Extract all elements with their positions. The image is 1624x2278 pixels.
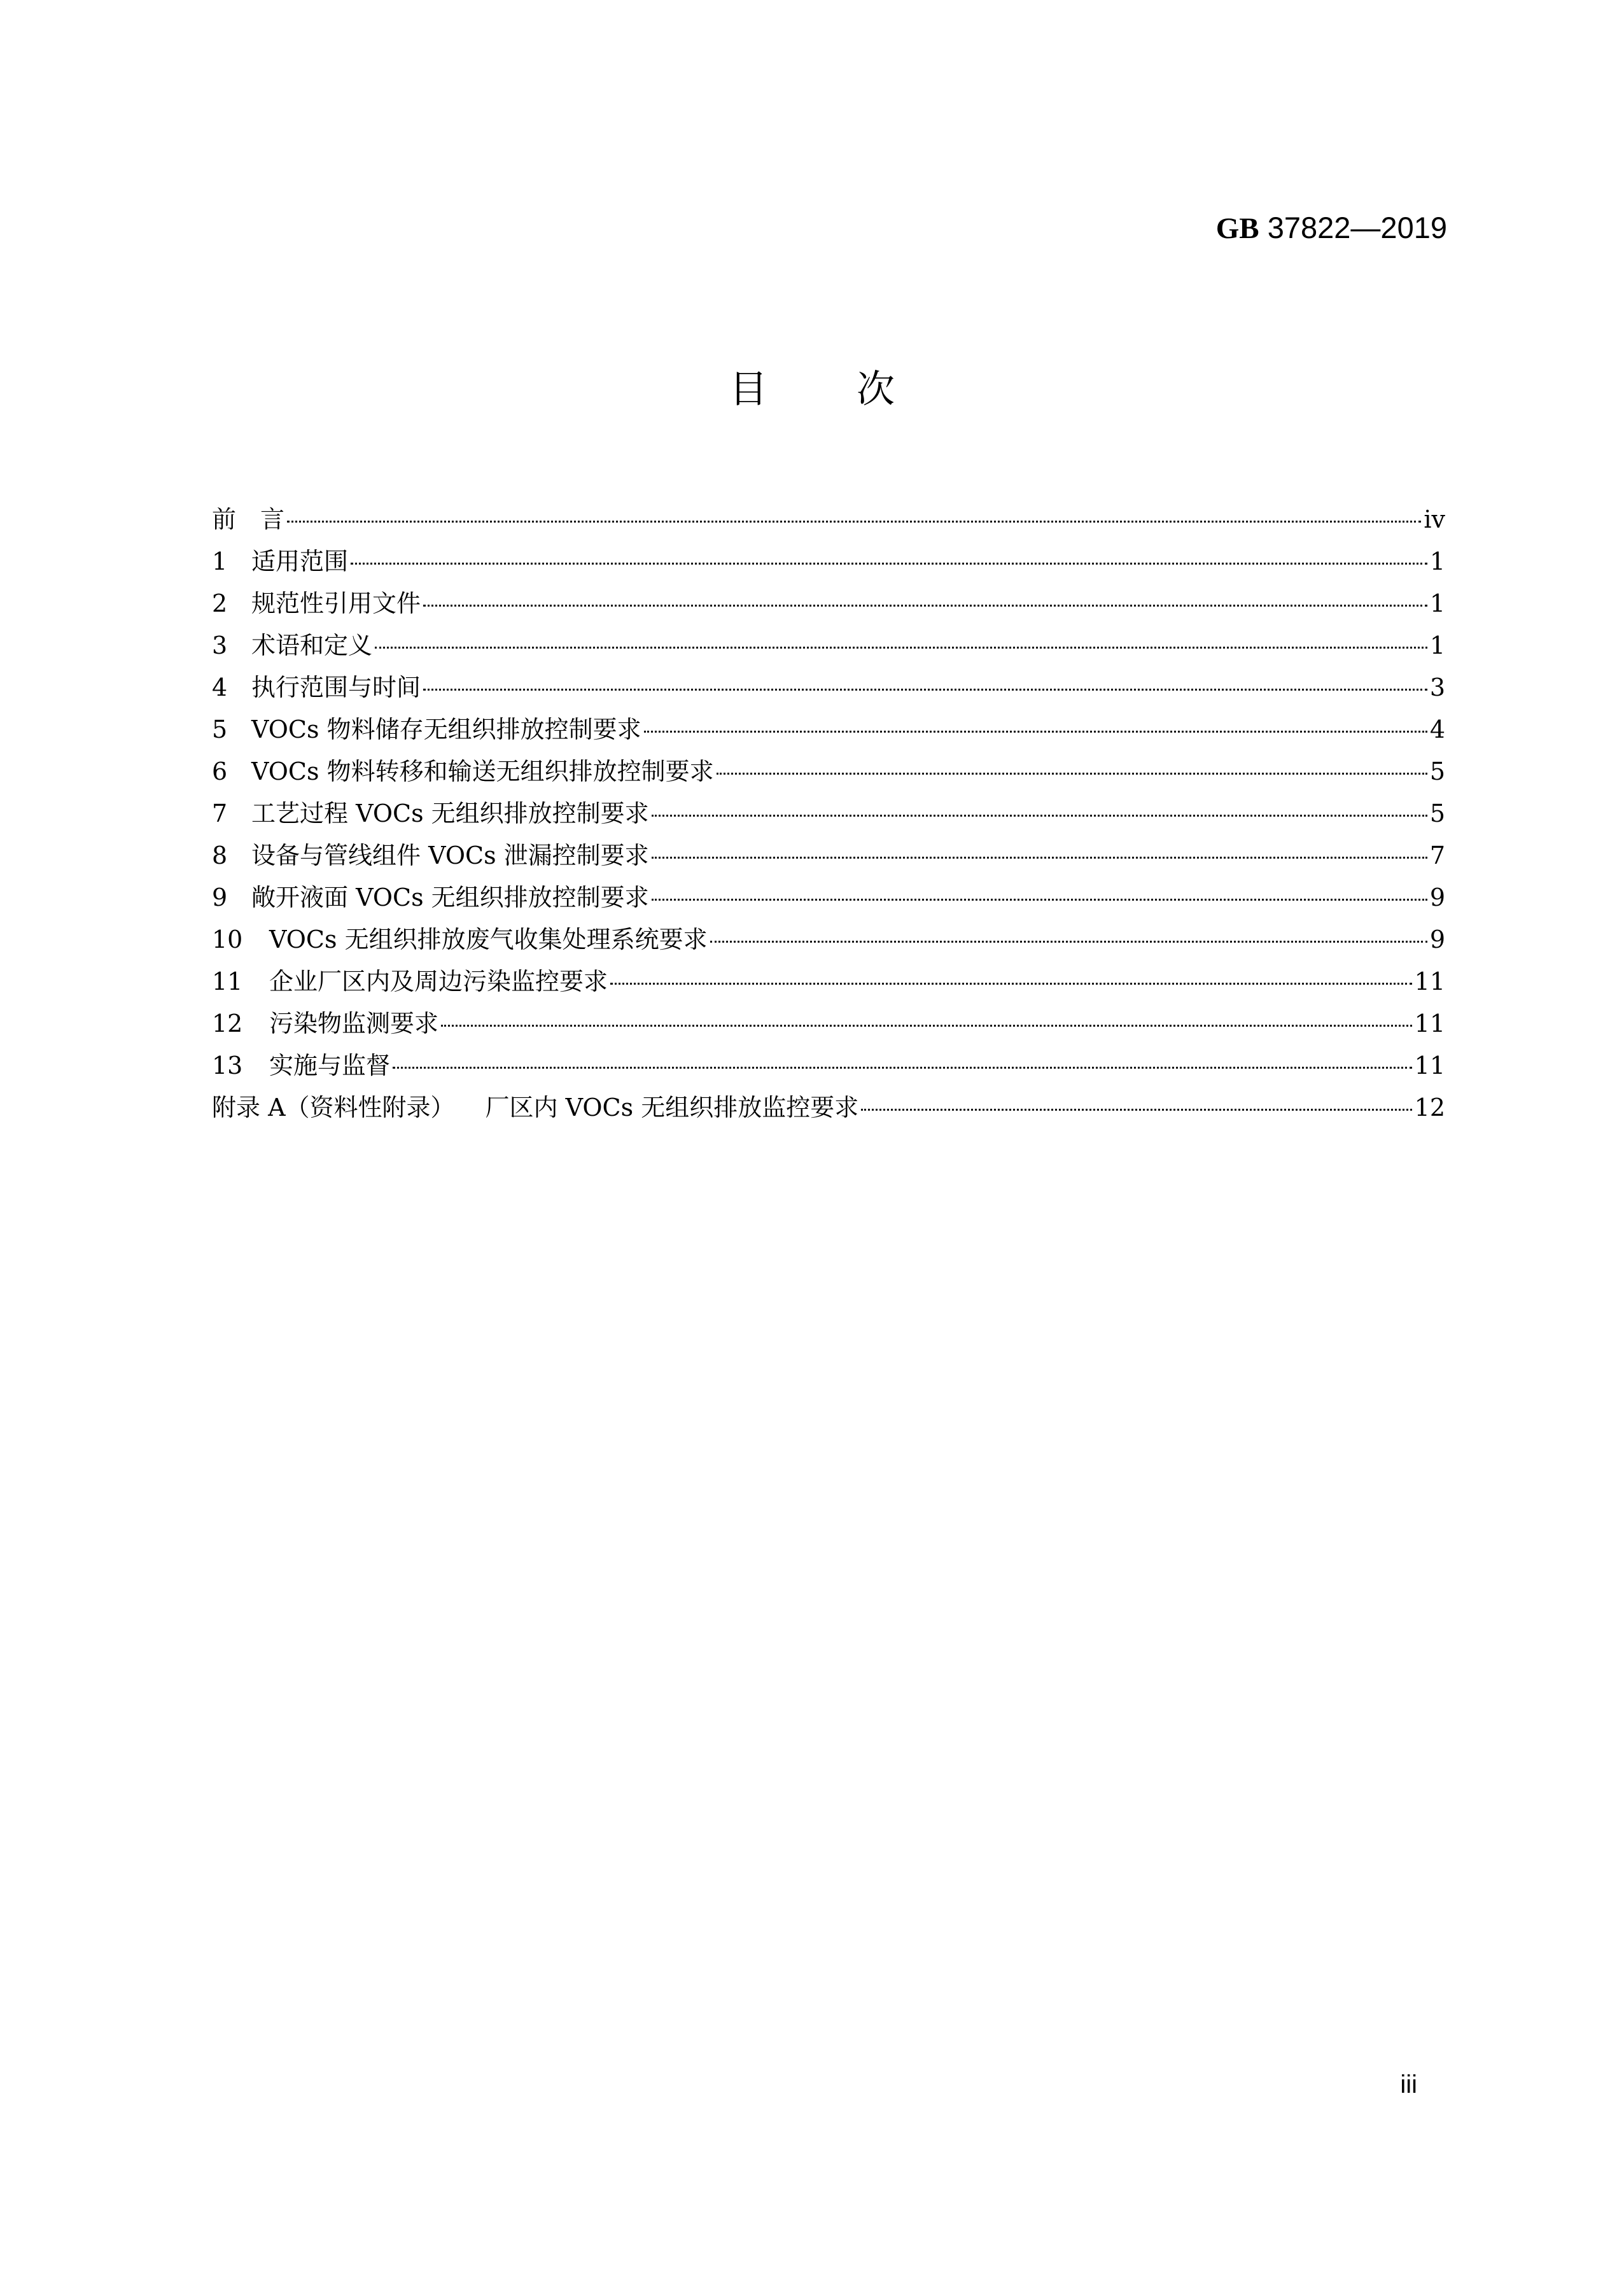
toc-entry-13[interactable]	[212, 1044, 1445, 1086]
toc-entry-number: 3	[212, 631, 228, 659]
toc-entry-number: 7	[212, 799, 228, 827]
toc-entry-page: 1	[1429, 589, 1445, 617]
toc-entry-label: 敞开液面 VOCs 无组织排放控制要求	[251, 883, 649, 911]
toc-entry-annex-a[interactable]	[212, 1086, 1445, 1128]
toc-entry-7[interactable]	[212, 792, 1445, 834]
dot-leader	[441, 1025, 1412, 1027]
toc-entry-number: 4	[212, 673, 228, 701]
page-number: iii	[1400, 2071, 1417, 2099]
dot-leader	[861, 1109, 1411, 1111]
toc-entry-page: 5	[1429, 757, 1445, 785]
toc-entry-number: 11	[212, 967, 243, 995]
toc-entry-12[interactable]	[212, 1002, 1445, 1044]
toc-entry-label: 污染物监测要求	[269, 1009, 439, 1037]
toc-entry-label: 设备与管线组件 VOCs 泄漏控制要求	[251, 841, 649, 869]
toc-entry-page: 11	[1414, 967, 1445, 995]
toc-entry-1[interactable]	[212, 540, 1445, 582]
page-title: 目次	[729, 367, 984, 412]
toc-entry-number: 1	[212, 547, 228, 575]
toc-entry-page: 3	[1429, 673, 1445, 701]
toc-entry-foreword[interactable]	[212, 498, 1445, 540]
toc-entry-10[interactable]	[212, 918, 1445, 960]
toc-entry-number: 2	[212, 589, 228, 617]
toc-entry-number: 6	[212, 757, 228, 785]
table-of-contents	[212, 498, 1445, 1128]
toc-entry-label: 规范性引用文件	[251, 589, 421, 617]
toc-entry-9[interactable]	[212, 876, 1445, 918]
toc-entry-number: 8	[212, 841, 228, 869]
toc-entry-page: 5	[1429, 799, 1445, 827]
toc-entry-number: 5	[212, 715, 228, 743]
toc-entry-3[interactable]	[212, 624, 1445, 666]
dot-leader	[610, 983, 1412, 985]
toc-entry-4[interactable]	[212, 666, 1445, 708]
toc-entry-label	[212, 1086, 858, 1128]
dot-leader	[375, 647, 1427, 649]
toc-entry-page: 11	[1414, 1009, 1445, 1037]
dot-leader	[393, 1067, 1412, 1069]
dot-leader	[287, 521, 1421, 523]
toc-entry-page: 9	[1429, 883, 1445, 911]
dot-leader	[717, 773, 1427, 775]
dot-leader	[652, 857, 1427, 859]
toc-entry-page: 1	[1429, 547, 1445, 575]
toc-entry-page: 9	[1429, 925, 1445, 953]
standard-code	[1216, 213, 1447, 244]
toc-entry-page: 1	[1429, 631, 1445, 659]
toc-entry-label: VOCs 无组织排放废气收集处理系统要求	[269, 925, 708, 953]
dot-leader	[710, 941, 1427, 943]
toc-entry-11[interactable]	[212, 960, 1445, 1002]
toc-entry-number: 13	[212, 1051, 243, 1079]
toc-entry-label: 适用范围	[251, 547, 349, 575]
toc-entry-label: 执行范围与时间	[251, 673, 421, 701]
toc-entry-label: 企业厂区内及周边污染监控要求	[269, 967, 608, 995]
toc-entry-page: 11	[1414, 1051, 1445, 1079]
standard-prefix: GB	[1215, 212, 1259, 245]
dot-leader	[652, 899, 1427, 901]
toc-entry-label: 实施与监督	[269, 1051, 391, 1079]
toc-entry-label: 前 言	[212, 505, 285, 533]
annex-designation: 附录 A（资料性附录）	[212, 1093, 455, 1121]
toc-entry-number: 10	[212, 925, 243, 953]
dot-leader	[652, 815, 1427, 817]
toc-entry-page: 7	[1429, 841, 1445, 869]
toc-entry-page: 12	[1414, 1093, 1445, 1121]
toc-entry-2[interactable]	[212, 582, 1445, 624]
toc-entry-8[interactable]	[212, 834, 1445, 876]
toc-entry-label: 术语和定义	[251, 631, 373, 659]
toc-entry-page: 4	[1429, 715, 1445, 743]
toc-entry-number: 9	[212, 883, 228, 911]
toc-entry-5[interactable]	[212, 708, 1445, 750]
dot-leader	[423, 605, 1427, 607]
dot-leader	[351, 563, 1427, 565]
dot-leader	[644, 731, 1427, 733]
toc-entry-number: 12	[212, 1009, 243, 1037]
toc-entry-label: VOCs 物料转移和输送无组织排放控制要求	[251, 757, 714, 785]
annex-title: 厂区内 VOCs 无组织排放监控要求	[485, 1093, 859, 1121]
standard-number: 37822—2019	[1267, 211, 1447, 244]
toc-entry-label: 工艺过程 VOCs 无组织排放控制要求	[251, 799, 649, 827]
toc-entry-6[interactable]	[212, 750, 1445, 792]
toc-entry-label: VOCs 物料储存无组织排放控制要求	[251, 715, 641, 743]
dot-leader	[423, 689, 1427, 691]
toc-entry-page: iv	[1424, 505, 1445, 533]
